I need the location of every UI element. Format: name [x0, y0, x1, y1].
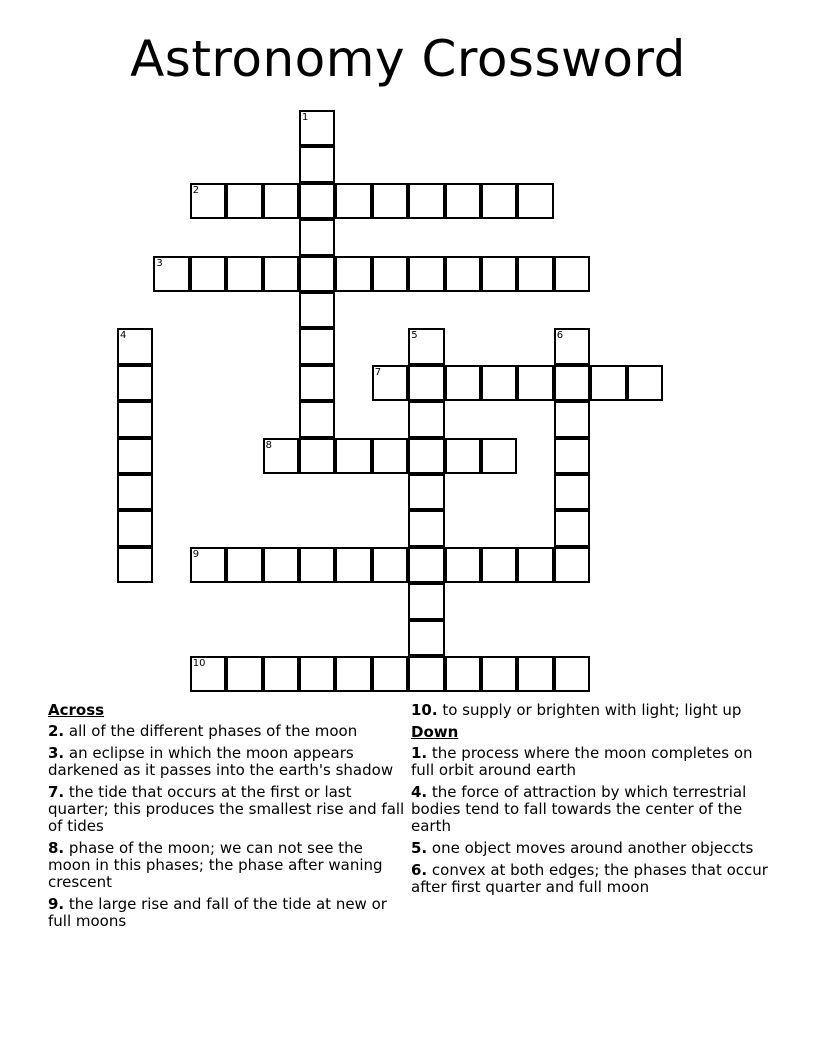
grid-cell[interactable]: [517, 256, 553, 292]
cell-number: 4: [120, 330, 127, 342]
clue-text: the force of attraction by which terrestrial bodies tend to fall towards the center of the earth: [411, 783, 747, 835]
grid-cell[interactable]: [117, 547, 153, 583]
grid-cell[interactable]: [517, 365, 553, 401]
clue-down-4: [411, 784, 771, 835]
clue-text: to supply or brighten with light; light up: [442, 701, 742, 719]
grid-cell[interactable]: [408, 365, 444, 401]
grid-cell[interactable]: [481, 438, 517, 474]
grid-cell[interactable]: [299, 656, 335, 692]
grid-cell[interactable]: [263, 256, 299, 292]
cell-number: 8: [265, 439, 272, 451]
clue-across-10: [411, 702, 771, 719]
grid-cell[interactable]: [372, 365, 408, 401]
grid-cell[interactable]: [299, 183, 335, 219]
grid-cell[interactable]: [299, 110, 335, 146]
grid-cell[interactable]: [445, 256, 481, 292]
grid-cell[interactable]: [554, 328, 590, 364]
grid-cell[interactable]: [299, 547, 335, 583]
grid-cell[interactable]: [627, 365, 663, 401]
grid-cell[interactable]: [408, 438, 444, 474]
grid-cell[interactable]: [117, 401, 153, 437]
clue-number: 4.: [411, 783, 428, 801]
grid-cell[interactable]: [445, 438, 481, 474]
grid-cell[interactable]: [517, 183, 553, 219]
grid-cell[interactable]: [299, 438, 335, 474]
grid-cell[interactable]: [554, 365, 590, 401]
cell-number: 1: [302, 112, 309, 123]
clue-number: 2.: [48, 722, 65, 740]
clue-down-6: [411, 862, 771, 896]
grid-cell[interactable]: [226, 547, 262, 583]
grid-cell[interactable]: [554, 401, 590, 437]
clue-number: 5.: [411, 839, 428, 857]
grid-cell[interactable]: [299, 292, 335, 328]
grid-cell[interactable]: [263, 183, 299, 219]
grid-cell[interactable]: [117, 365, 153, 401]
clue-across-9: [48, 896, 408, 930]
clue-across-8: [48, 840, 408, 891]
cell-number: 6: [556, 330, 564, 342]
grid-cell[interactable]: [481, 365, 517, 401]
clue-across-3: [48, 745, 408, 779]
cell-number: 3: [156, 257, 163, 269]
grid-cell[interactable]: [517, 656, 553, 692]
grid-cell[interactable]: [481, 183, 517, 219]
grid-cell[interactable]: [554, 547, 590, 583]
grid-cell[interactable]: [517, 547, 553, 583]
grid-cell[interactable]: [481, 256, 517, 292]
clue-text: the tide that occurs at the first or last quarter; this produces the smallest rise and fall of tides: [48, 783, 405, 835]
grid-cell[interactable]: [372, 183, 408, 219]
grid-cell[interactable]: [117, 328, 153, 364]
clue-text: the process where the moon completes on full orbit around earth: [411, 744, 753, 779]
clue-down-5: [411, 840, 771, 857]
grid-cell[interactable]: [190, 547, 226, 583]
grid-cell[interactable]: [372, 656, 408, 692]
clue-text: one object moves around another objeccts: [431, 839, 754, 857]
clue-number: 1.: [411, 744, 428, 762]
clue-number: 3.: [48, 744, 65, 762]
grid-cell[interactable]: [190, 256, 226, 292]
clue-number: 7.: [48, 783, 65, 801]
page-title: Astronomy Crossword: [130, 30, 686, 88]
grid-cell[interactable]: [226, 183, 262, 219]
clues-column-left: [48, 702, 408, 935]
cell-number: 5: [411, 330, 418, 342]
grid-cell[interactable]: [408, 474, 444, 510]
grid-cell[interactable]: [372, 438, 408, 474]
grid-cell[interactable]: [117, 438, 153, 474]
grid-cell[interactable]: [554, 474, 590, 510]
grid-cell[interactable]: [554, 256, 590, 292]
clues-column-right: [411, 702, 771, 901]
clue-across-2: [48, 723, 408, 740]
grid-cell[interactable]: [335, 256, 371, 292]
grid-cell[interactable]: [299, 401, 335, 437]
grid-cell[interactable]: [445, 365, 481, 401]
grid-cell[interactable]: [554, 510, 590, 546]
clue-text: the large rise and fall of the tide at new or full moons: [48, 895, 387, 930]
grid-cell[interactable]: [408, 620, 444, 656]
clue-number: 6.: [411, 861, 428, 879]
grid-cell[interactable]: [590, 365, 626, 401]
grid-cell[interactable]: [372, 256, 408, 292]
grid-cell[interactable]: [299, 365, 335, 401]
grid-cell[interactable]: [117, 510, 153, 546]
grid-cell[interactable]: [372, 547, 408, 583]
grid-cell[interactable]: [408, 656, 444, 692]
grid-cell[interactable]: [226, 656, 262, 692]
grid-cell[interactable]: [554, 656, 590, 692]
grid-cell[interactable]: [335, 183, 371, 219]
grid-cell[interactable]: [445, 656, 481, 692]
grid-cell[interactable]: [445, 547, 481, 583]
grid-cell[interactable]: [299, 256, 335, 292]
clue-text: an eclipse in which the moon appears darkened as it passes into the earth's shadow: [48, 744, 394, 779]
grid-cell[interactable]: [554, 438, 590, 474]
clue-down-1: [411, 745, 771, 779]
across-heading: Across: [48, 701, 105, 719]
grid-cell[interactable]: [263, 656, 299, 692]
grid-cell[interactable]: [335, 438, 371, 474]
grid-cell[interactable]: [408, 510, 444, 546]
grid-cell[interactable]: [263, 438, 299, 474]
cell-number: 2: [192, 184, 200, 196]
grid-cell[interactable]: [408, 328, 444, 364]
grid-cell[interactable]: [335, 656, 371, 692]
clue-across-7: [48, 784, 408, 835]
grid-cell[interactable]: [408, 547, 444, 583]
grid-cell[interactable]: [408, 401, 444, 437]
clue-number: 8.: [48, 839, 65, 857]
grid-cell[interactable]: [445, 183, 481, 219]
grid-cell[interactable]: [299, 328, 335, 364]
grid-cell[interactable]: [117, 474, 153, 510]
clue-number: 9.: [48, 895, 65, 913]
cell-number: 10: [192, 658, 206, 669]
clue-text: all of the different phases of the moon: [68, 722, 358, 740]
down-heading: Down: [411, 723, 459, 741]
grid-cell[interactable]: [226, 256, 262, 292]
grid-cell[interactable]: [481, 656, 517, 692]
grid-cell[interactable]: [153, 256, 189, 292]
grid-cell[interactable]: [408, 583, 444, 619]
grid-cell[interactable]: [408, 183, 444, 219]
grid-cell[interactable]: [481, 547, 517, 583]
clue-text: phase of the moon; we can not see the moon in this phases; the phase after waning crescent: [48, 839, 383, 891]
clue-number: 10.: [411, 701, 438, 719]
grid-cell[interactable]: [299, 219, 335, 255]
clue-text: convex at both edges; the phases that occur after first quarter and full moon: [411, 861, 768, 896]
grid-cell[interactable]: [408, 256, 444, 292]
grid-cell[interactable]: [190, 656, 226, 692]
grid-cell[interactable]: [299, 146, 335, 182]
grid-cell[interactable]: [190, 183, 226, 219]
cell-number: 7: [374, 366, 382, 378]
grid-cell[interactable]: [263, 547, 299, 583]
grid-cell[interactable]: [335, 547, 371, 583]
cell-number: 9: [192, 548, 200, 560]
